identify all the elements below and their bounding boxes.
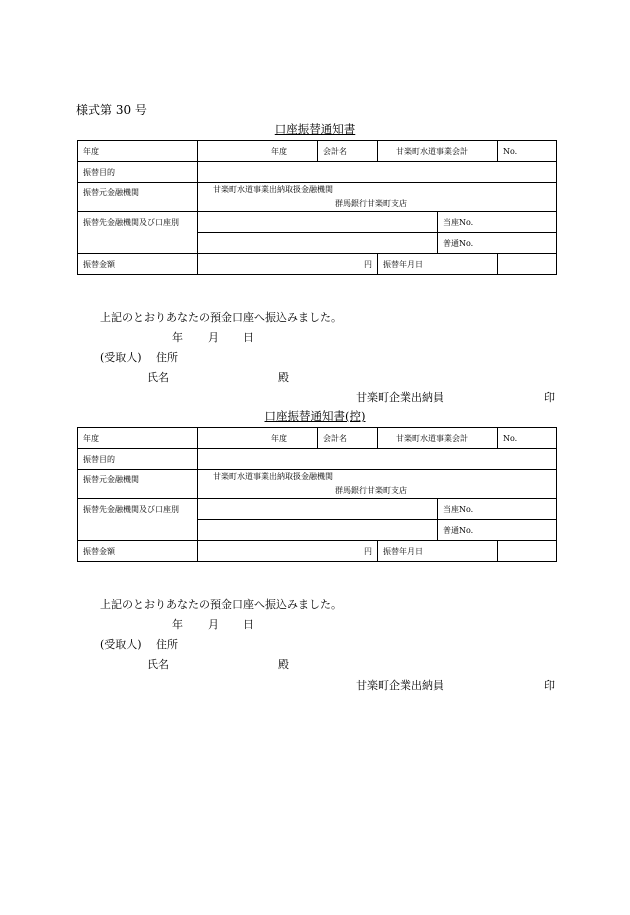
account-label: 会計名 [318,428,378,449]
source-bank-label: 振替元金融機関 [78,470,198,499]
amount-label: 振替金額 [78,541,198,562]
dest-bank-field[interactable] [198,499,438,520]
savings-account-field[interactable] [438,233,557,254]
transfer-date-field[interactable] [378,541,498,562]
purpose-field[interactable] [198,162,557,183]
amount-label: 振替金額 [78,254,198,275]
name-label: 氏名 [147,658,169,671]
date-year: 年 [172,331,183,344]
no-label: No. [503,433,518,443]
form-title: 口座振替通知書 [274,122,356,136]
yen-label: 円 [364,546,372,556]
honorific: 殿 [278,658,289,671]
seal-label: 印 [544,679,555,692]
honorific: 殿 [278,371,289,384]
address-label: 住所 [156,351,178,364]
date-day: 日 [243,618,254,631]
current-account-field[interactable] [438,499,557,520]
date-month: 月 [208,331,219,344]
no-label: No. [503,146,518,156]
fiscal-year-suffix: 年度 [271,146,287,156]
fiscal-year-field[interactable] [198,141,318,162]
dest-bank-field-2[interactable] [198,233,438,254]
date-year: 年 [172,618,183,631]
savings-account-field[interactable] [438,520,557,541]
transfer-date-value[interactable] [498,541,557,562]
purpose-field[interactable] [198,449,557,470]
source-bank-line1: 甘楽町水道事業出納取扱金融機関 [213,472,333,481]
source-bank-line2: 群馬銀行甘楽町支店 [335,486,407,495]
amount-field[interactable] [198,541,378,562]
source-bank-line2: 群馬銀行甘楽町支店 [335,199,407,208]
dest-bank-label: 振替先金融機関及び口座別 [78,212,198,254]
notice-text: 上記のとおりあなたの預金口座へ振込みました。 [100,311,342,324]
address-label: 住所 [156,638,178,651]
purpose-label: 振替目的 [78,162,198,183]
yen-label: 円 [364,259,372,269]
recipient-label: (受取人) [100,351,142,364]
savings-account-label: 普通No. [443,238,474,248]
cashier-label: 甘楽町企業出納員 [356,391,444,404]
transfer-table-copy [77,427,557,562]
purpose-label: 振替目的 [78,449,198,470]
fiscal-year-label: 年度 [78,428,198,449]
current-account-label: 当座No. [443,217,474,227]
account-value: 甘楽町水道事業会計 [378,428,498,449]
name-label: 氏名 [147,371,169,384]
recipient-label: (受取人) [100,638,142,651]
fiscal-year-label: 年度 [78,141,198,162]
source-bank-field [198,470,557,499]
no-field[interactable] [498,428,557,449]
form-title-copy: 口座振替通知書(控) [264,409,366,423]
current-account-field[interactable] [438,212,557,233]
fiscal-year-field[interactable] [198,428,318,449]
transfer-date-label: 振替年月日 [383,259,423,269]
source-bank-field [198,183,557,212]
no-field[interactable] [498,141,557,162]
notice-text: 上記のとおりあなたの預金口座へ振込みました。 [100,598,342,611]
dest-bank-field-2[interactable] [198,520,438,541]
account-label: 会計名 [318,141,378,162]
current-account-label: 当座No. [443,504,474,514]
transfer-date-field[interactable] [378,254,498,275]
transfer-table [77,140,557,275]
transfer-date-label: 振替年月日 [383,546,423,556]
fiscal-year-suffix: 年度 [271,433,287,443]
amount-field[interactable] [198,254,378,275]
dest-bank-label: 振替先金融機関及び口座別 [78,499,198,541]
source-bank-line1: 甘楽町水道事業出納取扱金融機関 [213,185,333,194]
savings-account-label: 普通No. [443,525,474,535]
form-number: 様式第 30 号 [76,103,147,117]
dest-bank-field[interactable] [198,212,438,233]
date-month: 月 [208,618,219,631]
date-day: 日 [243,331,254,344]
seal-label: 印 [544,391,555,404]
cashier-label: 甘楽町企業出納員 [356,679,444,692]
account-value: 甘楽町水道事業会計 [378,141,498,162]
source-bank-label: 振替元金融機関 [78,183,198,212]
transfer-date-value[interactable] [498,254,557,275]
